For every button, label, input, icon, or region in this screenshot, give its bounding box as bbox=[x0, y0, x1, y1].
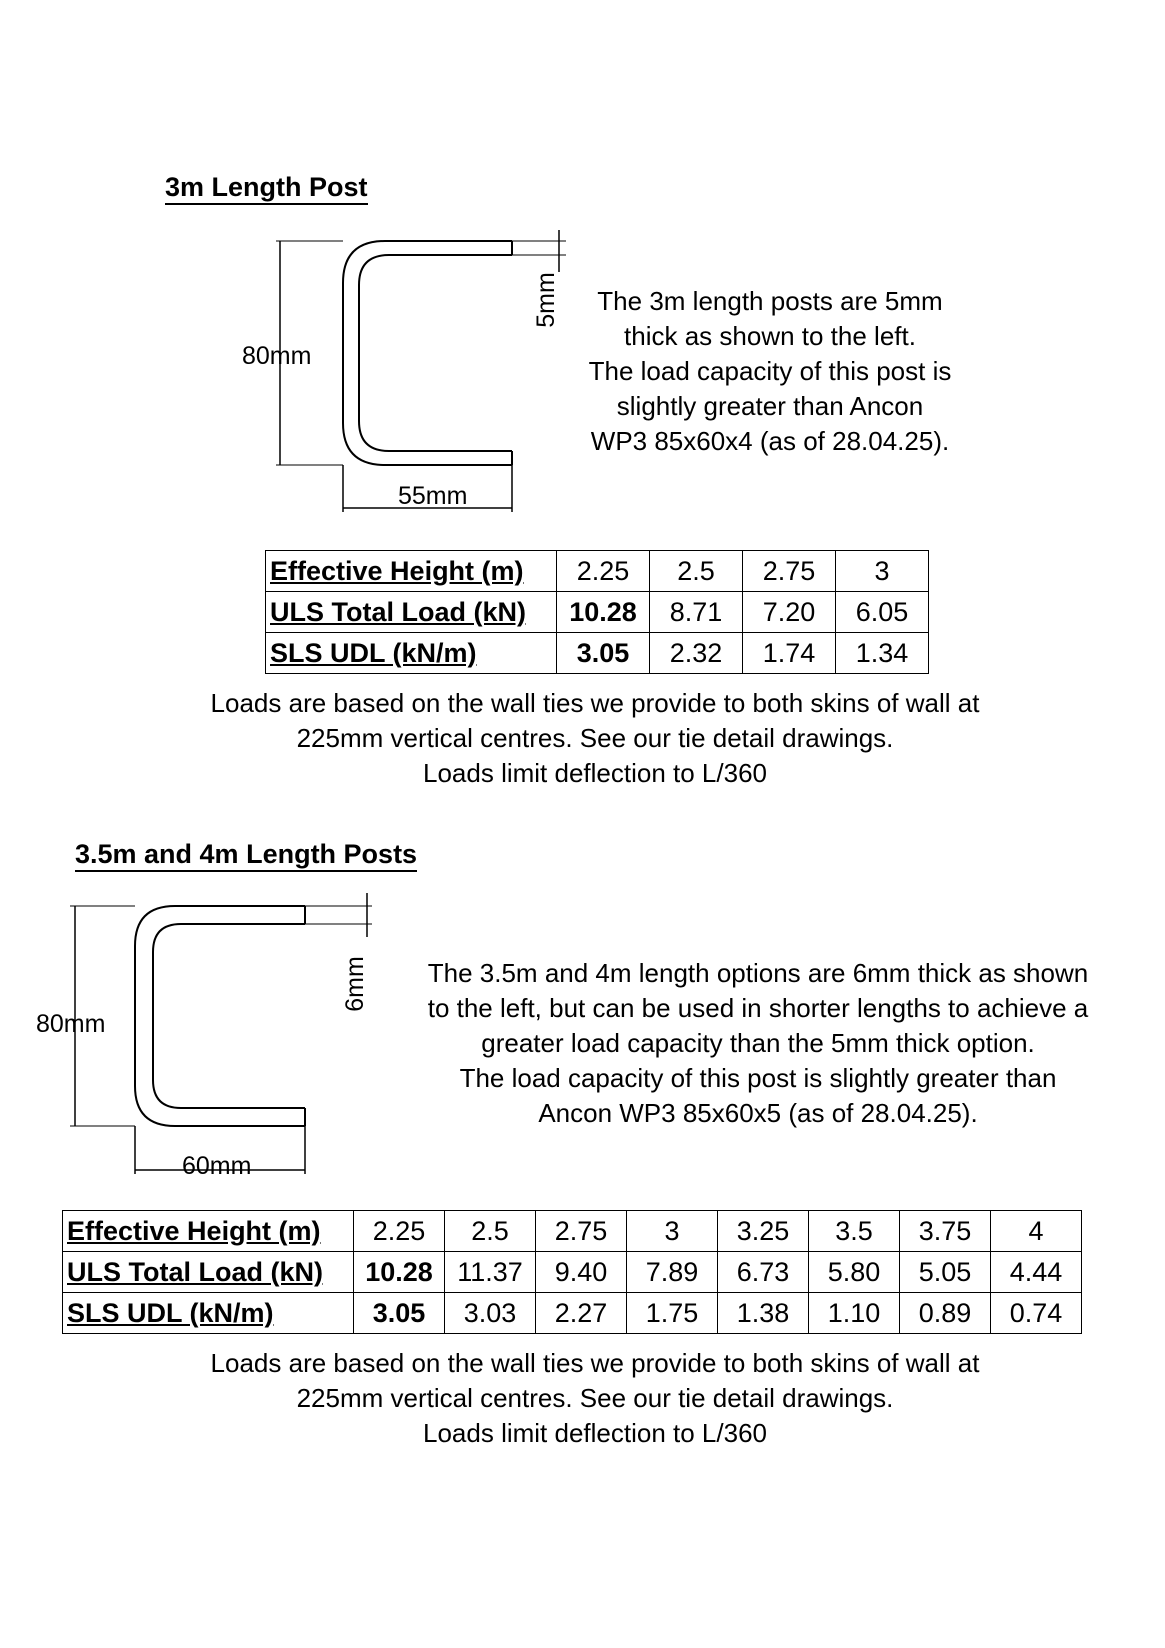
table-cell: 7.89 bbox=[627, 1252, 718, 1293]
table-cell: 1.10 bbox=[809, 1293, 900, 1334]
section2-load-table bbox=[62, 1210, 1082, 1334]
section2-notes bbox=[0, 1346, 1165, 1451]
table-cell: 3.05 bbox=[354, 1293, 445, 1334]
section2-width-label: 60mm bbox=[182, 1152, 252, 1180]
table-cell: 2.75 bbox=[536, 1211, 627, 1252]
table-cell: 6.73 bbox=[718, 1252, 809, 1293]
section2-thickness-label: 6mm bbox=[341, 956, 369, 1012]
table-cell: 10.28 bbox=[557, 592, 650, 633]
table-cell: 3.03 bbox=[445, 1293, 536, 1334]
section2-heading: 3.5m and 4m Length Posts bbox=[75, 838, 417, 872]
table-row bbox=[63, 1211, 1082, 1252]
section2-channel-outer bbox=[135, 906, 305, 1126]
table-cell: 2.5 bbox=[650, 551, 743, 592]
table-cell: 6.05 bbox=[836, 592, 929, 633]
section1-heading: 3m Length Post bbox=[165, 171, 368, 205]
section1-desc-line: The load capacity of this post is bbox=[588, 356, 952, 386]
table-cell: 1.75 bbox=[627, 1293, 718, 1334]
table-cell: 3.05 bbox=[557, 633, 650, 674]
table-cell: 1.34 bbox=[836, 633, 929, 674]
note-line: Loads limit deflection to L/360 bbox=[423, 1418, 767, 1448]
table-cell: 5.05 bbox=[900, 1252, 991, 1293]
note-line: 225mm vertical centres. See our tie detail drawings. bbox=[296, 1383, 894, 1413]
section2-desc-line: The load capacity of this post is slightly greater than bbox=[459, 1063, 1057, 1093]
note-line: Loads are based on the wall ties we provide to both skins of wall at bbox=[210, 688, 980, 718]
table-cell: 1.74 bbox=[743, 633, 836, 674]
section2-desc-line: to the left, but can be used in shorter lengths to achieve a bbox=[427, 993, 1089, 1023]
table-cell: 4 bbox=[991, 1211, 1082, 1252]
note-line: Loads are based on the wall ties we provide to both skins of wall at bbox=[210, 1348, 980, 1378]
table-cell: 0.74 bbox=[991, 1293, 1082, 1334]
section1-desc-line: WP3 85x60x4 (as of 28.04.25). bbox=[590, 426, 950, 456]
table-cell: 0.89 bbox=[900, 1293, 991, 1334]
table-cell: 2.25 bbox=[557, 551, 650, 592]
row-label: SLS UDL (kN/m) bbox=[266, 633, 557, 674]
table-cell: 3 bbox=[627, 1211, 718, 1252]
table-cell: 5.80 bbox=[809, 1252, 900, 1293]
table-row bbox=[63, 1293, 1082, 1334]
table-cell: 2.5 bbox=[445, 1211, 536, 1252]
table-cell: 3.75 bbox=[900, 1211, 991, 1252]
row-label: ULS Total Load (kN) bbox=[63, 1252, 354, 1293]
section2-channel-inner bbox=[153, 924, 305, 1108]
note-line: 225mm vertical centres. See our tie detail drawings. bbox=[296, 723, 894, 753]
section2-height-label: 80mm bbox=[36, 1010, 106, 1038]
table-cell: 2.75 bbox=[743, 551, 836, 592]
section1-width-label: 55mm bbox=[398, 482, 468, 510]
row-label: Effective Height (m) bbox=[266, 551, 557, 592]
table-cell: 10.28 bbox=[354, 1252, 445, 1293]
section2-desc-line: Ancon WP3 85x60x5 (as of 28.04.25). bbox=[538, 1098, 978, 1128]
table-cell: 2.25 bbox=[354, 1211, 445, 1252]
table-cell: 2.32 bbox=[650, 633, 743, 674]
table-cell: 11.37 bbox=[445, 1252, 536, 1293]
row-label: Effective Height (m) bbox=[63, 1211, 354, 1252]
table-cell: 4.44 bbox=[991, 1252, 1082, 1293]
section2-description bbox=[378, 956, 1138, 1131]
table-cell: 1.38 bbox=[718, 1293, 809, 1334]
section1-desc-line: slightly greater than Ancon bbox=[616, 391, 924, 421]
section1-desc-line: The 3m length posts are 5mm bbox=[597, 286, 943, 316]
section2-desc-line: greater load capacity than the 5mm thick option. bbox=[481, 1028, 1035, 1058]
row-label: ULS Total Load (kN) bbox=[266, 592, 557, 633]
table-cell: 8.71 bbox=[650, 592, 743, 633]
table-cell: 9.40 bbox=[536, 1252, 627, 1293]
table-cell: 7.20 bbox=[743, 592, 836, 633]
table-cell: 3 bbox=[836, 551, 929, 592]
section1-desc-line: thick as shown to the left. bbox=[624, 321, 916, 351]
section2-desc-line: The 3.5m and 4m length options are 6mm thick as shown bbox=[427, 958, 1089, 988]
section1-height-label: 80mm bbox=[242, 342, 312, 370]
table-cell: 2.27 bbox=[536, 1293, 627, 1334]
section1-thickness-label: 5mm bbox=[532, 272, 560, 328]
note-line: Loads limit deflection to L/360 bbox=[423, 758, 767, 788]
table-row bbox=[63, 1252, 1082, 1293]
table-cell: 3.25 bbox=[718, 1211, 809, 1252]
row-label: SLS UDL (kN/m) bbox=[63, 1293, 354, 1334]
table-cell: 3.5 bbox=[809, 1211, 900, 1252]
